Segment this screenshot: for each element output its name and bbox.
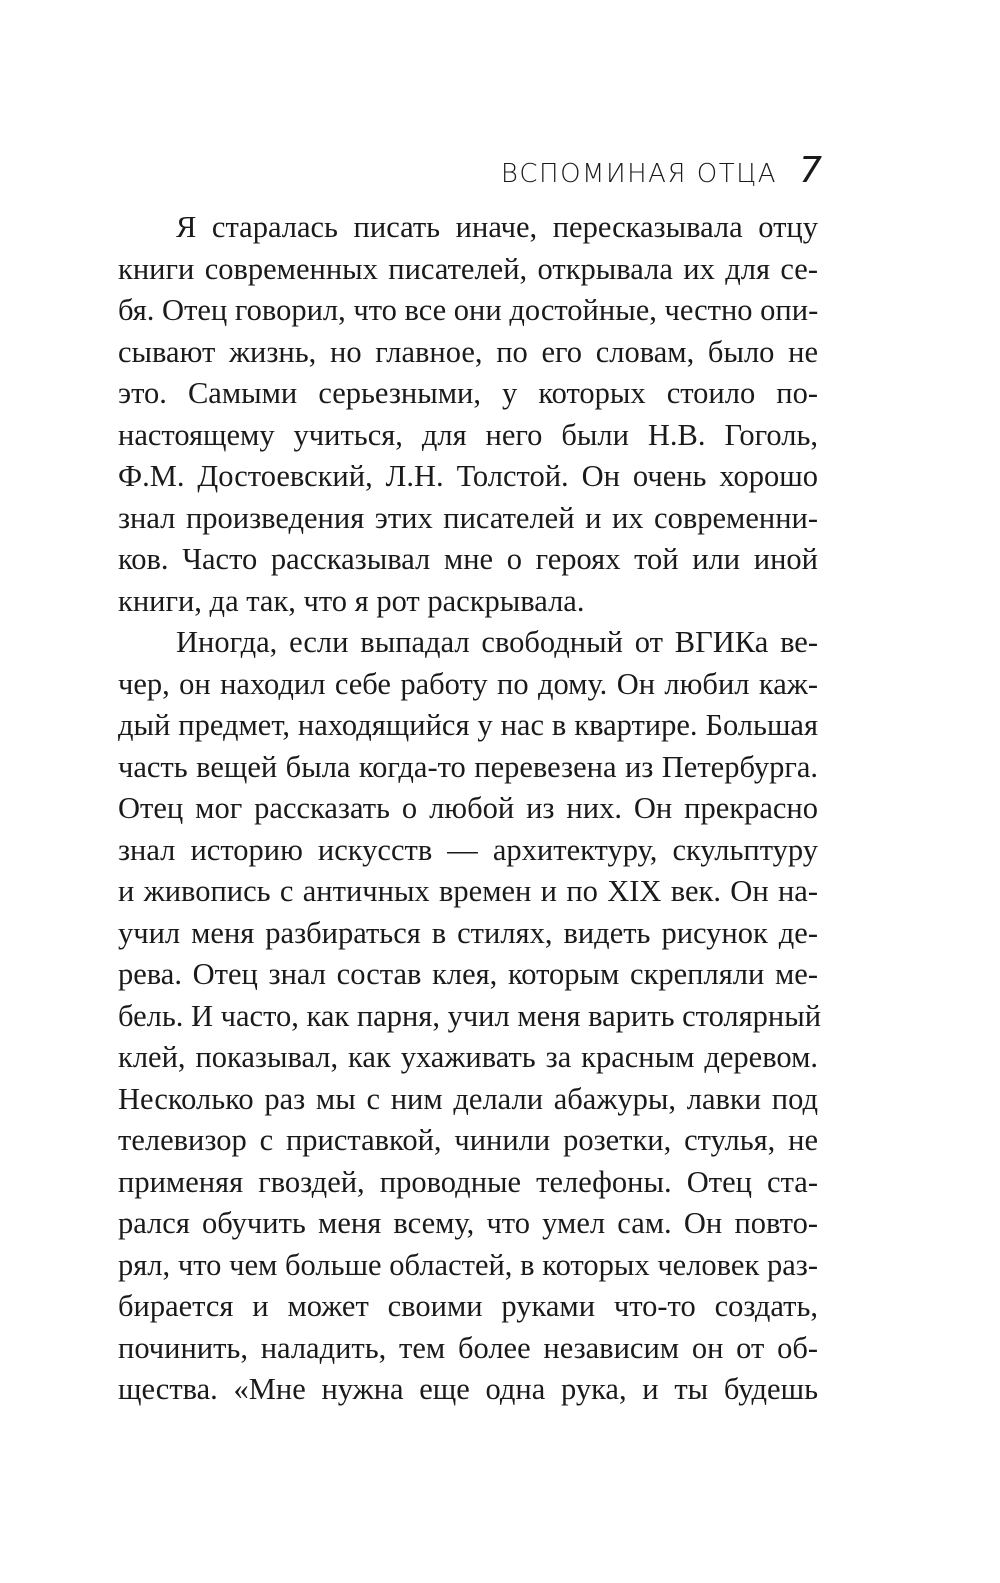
text-line: починить, наладить, тем более независим он от об-: [118, 1330, 818, 1365]
text-line: бирается и может своими руками что-то создать,: [118, 1289, 818, 1323]
text-line: Отец мог рассказать о любой из них. Он прекрасно: [118, 791, 818, 825]
text-line: бя. Отец говорил, что все они достойные, честно опи-: [118, 293, 819, 327]
text-line: и живопись с античных времен и по XIX век. Он на-: [118, 874, 818, 908]
running-title: ВСПОМИНАЯ ОТЦА: [500, 159, 778, 189]
text-line: рял, что чем больше областей, в которых человек раз-: [118, 1247, 818, 1282]
text-line: клей, показывал, как ухаживать за красным деревом.: [118, 1040, 818, 1074]
text-line: сывают жизнь, но главное, по его словам, было не: [118, 334, 818, 369]
running-head: [501, 150, 822, 191]
text-line: учил меня разбираться в стилях, видеть рисунок де-: [118, 915, 818, 950]
text-line: Несколько раз мы с ним делали абажуры, лавки под: [118, 1081, 818, 1116]
text-line: чер, он находил себе работу по дому. Он любил каж-: [118, 666, 818, 701]
text-line: рался обучить меня всему, что умел сам. Он повто-: [118, 1206, 818, 1240]
text-line: знал историю искусств — архитектуру, скульптуру: [118, 832, 818, 867]
text-line: это. Самыми серьезными, у которых стоило по-: [118, 376, 818, 410]
page-number: 7: [799, 150, 822, 191]
text-line: Ф.М. Достоевский, Л.Н. Толстой. Он очень хорошо: [118, 459, 818, 493]
text-line: книги современных писателей, открывала их для се-: [118, 251, 818, 286]
text-line: бель. И часто, как парня, учил меня варить столярный: [118, 998, 822, 1033]
text-line: книги, да так, что я рот раскрывала.: [118, 583, 585, 618]
text-line: телевизор с приставкой, чинили розетки, стулья, не: [118, 1123, 818, 1157]
text-line: настоящему учиться, для него были Н.В. Гоголь,: [118, 417, 818, 452]
text-line: щества. «Мне нужна еще одна рука, и ты будешь: [118, 1372, 818, 1406]
text-line: дый предмет, находящийся у нас в квартире. Большая: [118, 708, 818, 742]
text-line: Я старалась писать иначе, пересказывала отцу: [176, 210, 818, 244]
text-line: применяя гвоздей, проводные телефоны. Отец ста-: [118, 1164, 818, 1199]
body-text: [118, 207, 822, 1411]
text-line: знал произведения этих писателей и их современни-: [118, 500, 818, 535]
text-line: ков. Часто рассказывал мне о героях той или иной: [118, 542, 818, 576]
text-line: рева. Отец знал состав клея, которым скрепляли ме-: [118, 957, 818, 991]
text-line: Иногда, если выпадал свободный от ВГИКа ве-: [176, 625, 818, 659]
text-line: часть вещей была когда-то перевезена из Петербурга.: [118, 749, 818, 784]
